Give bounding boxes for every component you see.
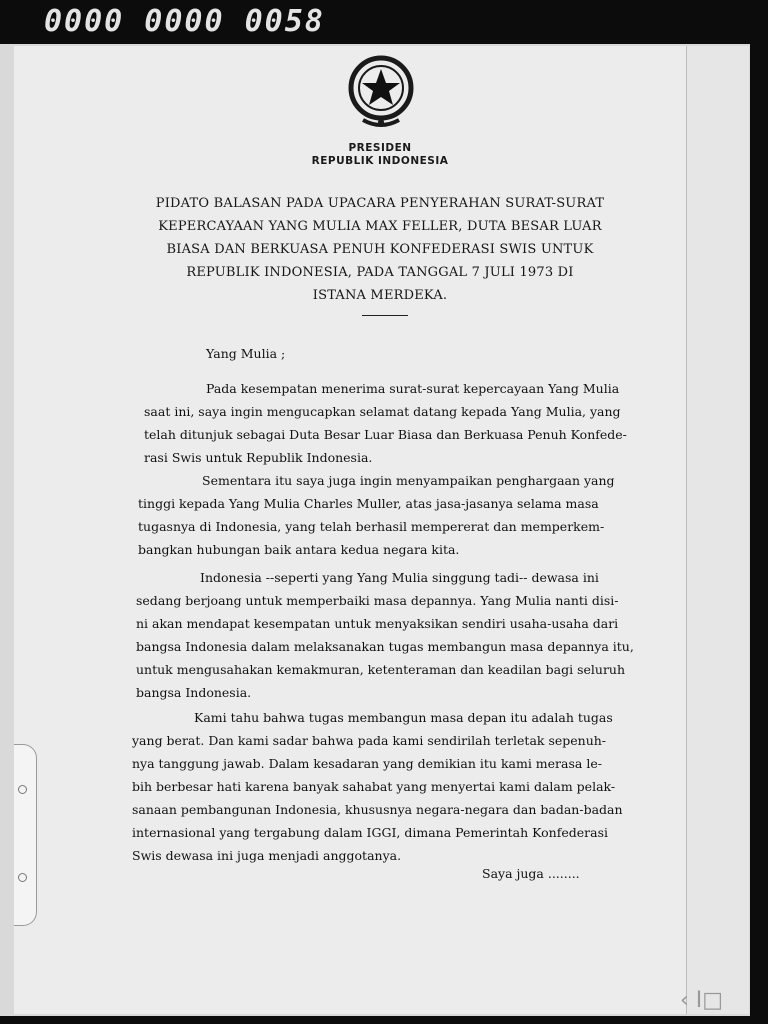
clip-hole — [18, 873, 27, 882]
paragraph-line: untuk mengusahakan kemakmuran, ketenteraman dan keadilan bagi seluruh — [136, 662, 626, 677]
binder-clip — [14, 744, 37, 926]
header-presiden: PRESIDEN — [348, 142, 412, 154]
salutation: Yang Mulia ; — [206, 346, 286, 361]
title-line: BIASA DAN BERKUASA PENUH KONFEDERASI SWIS UNTUK — [166, 242, 594, 257]
star-wreath-emblem-icon — [338, 50, 424, 130]
paragraph-line: tugasnya di Indonesia, yang telah berhasil mempererat dan memperkem- — [138, 519, 605, 534]
title-divider — [362, 315, 408, 316]
title-line: PIDATO BALASAN PADA UPACARA PENYERAHAN SURAT-SURAT — [155, 196, 605, 211]
paragraph-line: bangsa Indonesia dalam melaksanakan tugas membangun masa depannya itu, — [136, 639, 634, 654]
paragraph-line: sedang berjoang untuk memperbaiki masa depannya. Yang Mulia nanti disi- — [136, 593, 619, 608]
paragraph-line: yang berat. Dan kami sadar bahwa pada kami sendirilah terletak sepenuh- — [132, 733, 607, 748]
title-line: ISTANA MERDEKA. — [312, 288, 448, 303]
title-line: REPUBLIK INDONESIA, PADA TANGGAL 7 JULI 1973 DI — [186, 265, 574, 280]
paragraph-line: Indonesia --seperti yang Yang Mulia singgung tadi-- dewasa ini — [200, 570, 599, 585]
paragraph-line: ni akan mendapat kesempatan untuk menyaksikan sendiri usaha-usaha dari — [136, 616, 619, 631]
paragraph-line: Kami tahu bahwa tugas membangun masa depan itu adalah tugas — [194, 710, 613, 725]
paragraph-line: bih berbesar hati karena banyak sahabat yang menyertai kami dalam pelak- — [132, 779, 616, 794]
underlying-page — [686, 46, 749, 1014]
paragraph-line: tinggi kepada Yang Mulia Charles Muller, atas jasa-jasanya selama masa — [138, 496, 599, 511]
paragraph-line: rasi Swis untuk Republik Indonesia. — [144, 450, 373, 465]
paragraph-line: Swis dewasa ini juga menjadi anggotanya. — [132, 848, 402, 863]
paragraph-line: internasional yang tergabung dalam IGGI, dimana Pemerintah Konfederasi — [132, 825, 608, 840]
clip-hole — [18, 785, 27, 794]
header-republik: REPUBLIK INDONESIA — [311, 155, 449, 167]
title-line: KEPERCAYAAN YANG MULIA MAX FELLER, DUTA BESAR LUAR — [158, 219, 602, 234]
paragraph-line: Pada kesempatan menerima surat-surat kepercayaan Yang Mulia — [206, 381, 620, 396]
corner-mark: ‹ I□ — [680, 988, 724, 1013]
paragraph-line: nya tanggung jawab. Dalam kesadaran yang demikian itu kami merasa le- — [132, 756, 602, 771]
film-number-strip: 0000 0000 0058 — [44, 4, 325, 39]
paragraph-line: telah ditunjuk sebagai Duta Besar Luar Biasa dan Berkuasa Penuh Konfede- — [144, 427, 627, 442]
continuation-text: Saya juga ........ — [482, 866, 580, 881]
paragraph-line: sanaan pembangunan Indonesia, khususnya negara-negara dan badan-badan — [132, 802, 623, 817]
paragraph-line: saat ini, saya ingin mengucapkan selamat datang kepada Yang Mulia, yang — [144, 404, 621, 419]
paragraph-line: Sementara itu saya juga ingin menyampaikan penghargaan yang — [202, 473, 615, 488]
paragraph-line: bangkan hubungan baik antara kedua negara kita. — [138, 542, 460, 557]
paragraph-line: bangsa Indonesia. — [136, 685, 252, 700]
